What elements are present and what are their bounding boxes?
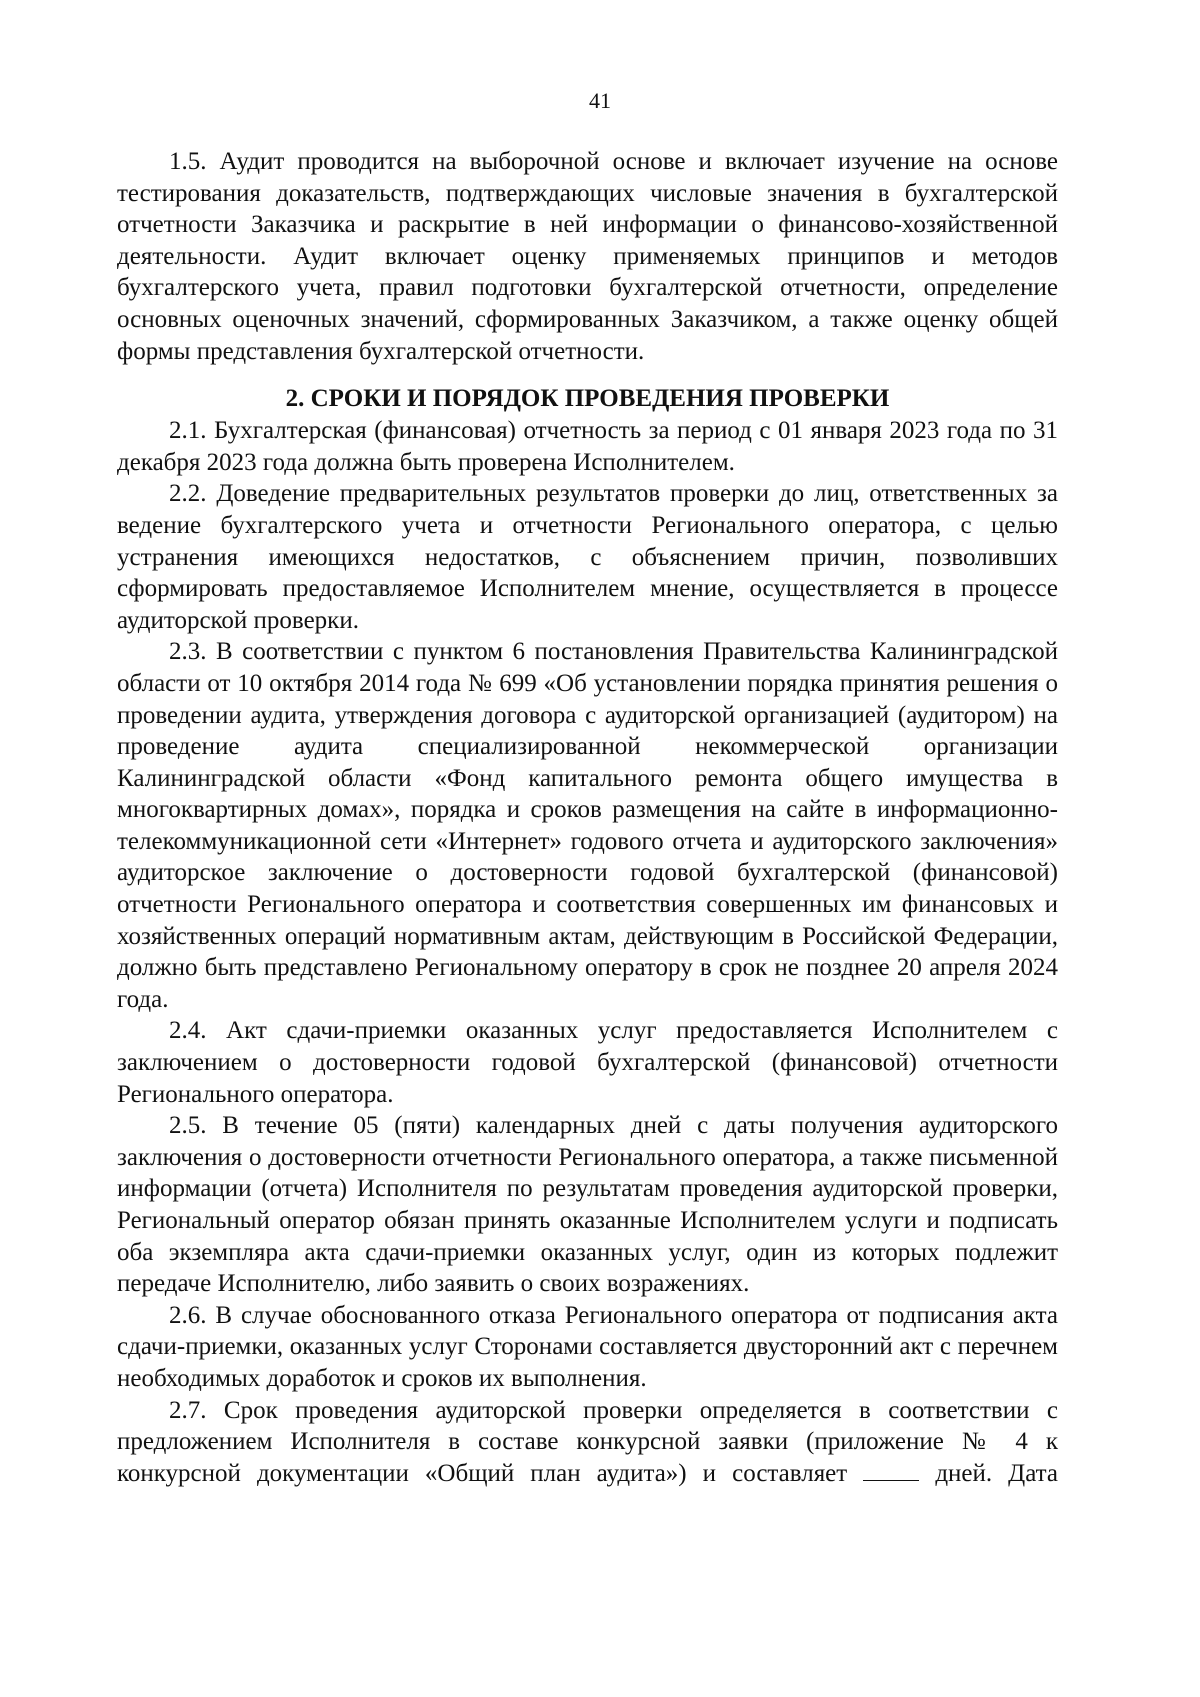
document-body: [117, 146, 1058, 1489]
paragraph-2-3: 2.3. В соответствии с пунктом 6 постановления Правительства Калининградской области от 10 октября 2014 года № 699 «Об установлении порядка принятия решения о проведении аудита, утверждения договора с аудиторской организацией (аудитором) на проведение аудита специализированной некоммерческой организации Калининградской области «Фонд капитального ремонта общего имущества в многоквартирных домах», порядка и сроков размещения на сайте в информационно-телекоммуникационной сети «Интернет» годового отчета и аудиторского заключения» аудиторское заключение о достоверности годовой бухгалтерской (финансовой) отчетности Регионального оператора и соответствия совершенных им финансовых и хозяйственных операций нормативным актам, действующим в Российской Федерации, должно быть представлено Региональному оператору в срок не позднее 20 апреля 2024 года.: [117, 638, 1058, 1013]
paragraph-2-7-continuation: дней. Дата: [935, 1459, 1059, 1487]
paragraph-1-5: 1.5. Аудит проводится на выборочной основе и включает изучение на основе тестирования доказательств, подтверждающих числовые значения в бухгалтерской отчетности Заказчика и раскрытие в ней информации о финансово-хозяйственной деятельности. Аудит включает оценку применяемых принципов и методов бухгалтерского учета, правил подготовки бухгалтерской отчетности, определение основных оценочных значений, сформированных Заказчиком, а также оценку общей формы представления бухгалтерской отчетности.: [117, 148, 1058, 365]
paragraph-2-4: 2.4. Акт сдачи-приемки оказанных услуг предоставляется Исполнителем с заключением о достоверности годовой бухгалтерской (финансовой) отчетности Регионального оператора.: [117, 1017, 1058, 1108]
paragraph-2-6: 2.6. В случае обоснованного отказа Регионального оператора от подписания акта сдачи-приемки, оказанных услуг Сторонами составляется двусторонний акт с перечнем необходимых доработок и сроков их выполнения.: [117, 1301, 1058, 1392]
page-number: 41: [589, 88, 611, 113]
paragraph-2-7-text: 2.7. Срок проведения аудиторской проверки определяется в соответствии с предложением Исполнителя в составе конкурсной заявки (приложение № 4 к конкурсной документации «Общий план аудита») и составляет: [117, 1396, 1058, 1487]
section-heading: 2. СРОКИ И ПОРЯДОК ПРОВЕДЕНИЯ ПРОВЕРКИ: [285, 385, 890, 413]
paragraph-2-1: 2.1. Бухгалтерская (финансовая) отчетность за период с 01 января 2023 года по 31 декабря 2023 года должна быть проверена Исполнителем.: [117, 417, 1058, 476]
blank-field: [863, 1460, 919, 1481]
paragraph-2-7: [117, 1395, 1058, 1490]
paragraph-2-2: 2.2. Доведение предварительных результатов проверки до лиц, ответственных за ведение бухгалтерского учета и отчетности Регионального оператора, с целью устранения имеющихся недостатков, с объяснением причин, позволивших сформировать предоставляемое Исполнителем мнение, осуществляется в процессе аудиторской проверки.: [117, 480, 1058, 634]
paragraph-2-5: 2.5. В течение 05 (пяти) календарных дней с даты получения аудиторского заключения о достоверности отчетности Регионального оператора, а также письменной информации (отчета) Исполнителя по результатам проведения аудиторской проверки, Региональный оператор обязан принять оказанные Исполнителем услуги и подписать оба экземпляра акта сдачи-приемки оказанных услуг, один из которых подлежит передаче Исполнителю, либо заявить о своих возражениях.: [117, 1112, 1058, 1298]
